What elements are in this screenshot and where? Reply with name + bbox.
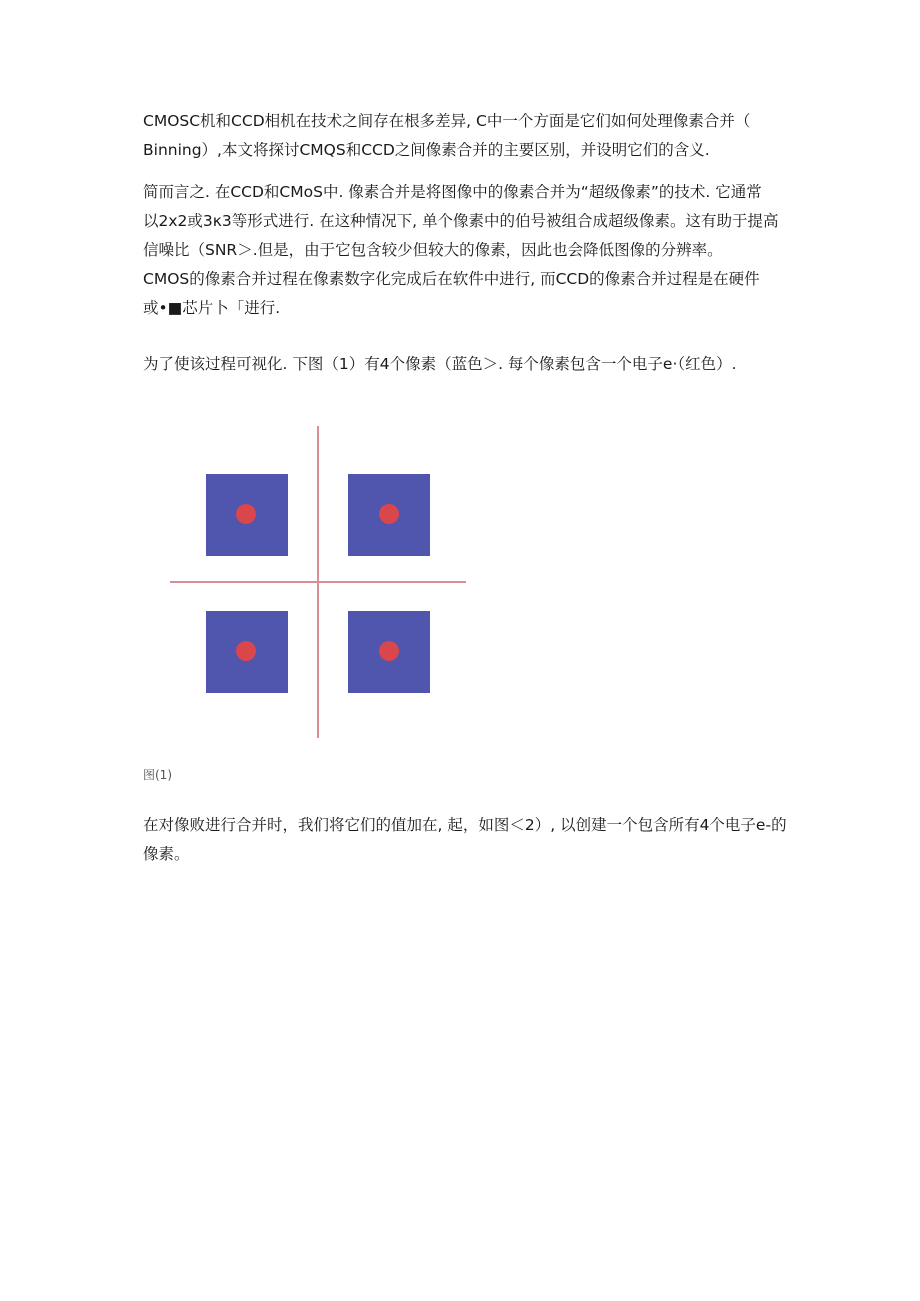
- electron-dot: [379, 641, 399, 661]
- electron-dot: [236, 641, 256, 661]
- text-line: CMOSC机和CCD相机在技术之间存在根多差异, C中一个方面是它们如何处理像素合并（: [143, 112, 751, 130]
- intro-paragraph: [143, 107, 783, 165]
- electron-dot: [379, 504, 399, 524]
- binning-explanation-paragraph: [143, 178, 783, 323]
- figure-caption: 图(1): [143, 768, 172, 782]
- text-line: 在对像败进行合并时，我们将它们的值加在, 起，如图＜2）, 以创建一个包含所有4个电子e-的: [143, 816, 787, 834]
- pixel-grid-figure: [148, 418, 478, 748]
- text-line: 像素。: [143, 845, 190, 863]
- binning-result-paragraph: [143, 811, 787, 869]
- visualization-intro-paragraph: [143, 350, 783, 379]
- text-line: 为了使该过程可视化. 下图（1）有4个像素（蓝色＞. 每个像素包含一个电子e·（红色）.: [143, 355, 737, 373]
- text-line: 或•■芯片卜「进行.: [143, 299, 281, 317]
- text-line: 以2x2或3κ3等形式进行. 在这种情况下, 单个像素中的伯号被组合成超级像素。这有助于提高: [143, 212, 779, 230]
- text-line: 信噪比（SNR＞.但是，由于它包含较少但较大的像素，因此也会降低图像的分辨率。: [143, 241, 723, 259]
- pixel-grid-diagram: [148, 418, 478, 748]
- text-line: CMOS的像素合并过程在像素数字化完成后在软件中进行, 而CCD的像素合并过程是在硬件: [143, 270, 760, 288]
- electron-dot: [236, 504, 256, 524]
- text-line: 简而言之. 在CCD和CMoS中. 像素合并是将图像中的像素合并为“超级像素”的技术. 它通常: [143, 183, 762, 201]
- text-line: Binning）,本文将探讨CMQS和CCD之间像素合并的主要区别，并设明它们的含义.: [143, 141, 710, 159]
